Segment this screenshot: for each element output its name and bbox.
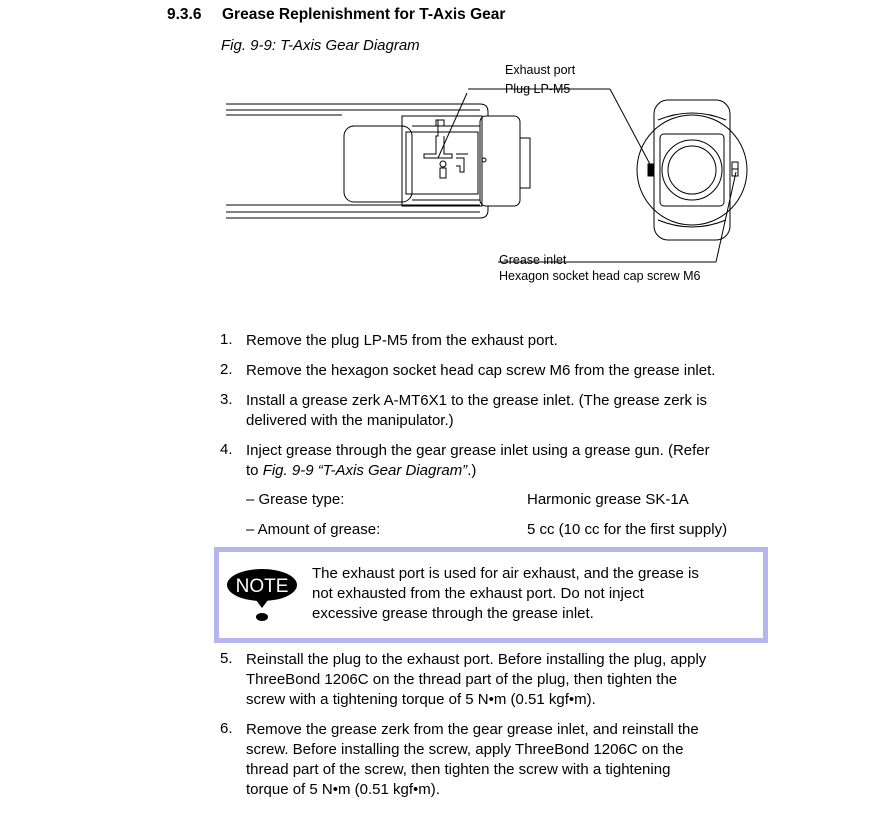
note-text-line1: The exhaust port is used for air exhaust, and the grease is [312, 565, 699, 582]
spec-grease-type-label: – Grease type: [246, 491, 345, 508]
label-exhaust-port: Exhaust port [505, 63, 576, 77]
note-icon [226, 568, 298, 624]
note-icon-text: NOTE [235, 576, 289, 597]
arm-side-view [226, 104, 530, 218]
label-plug: Plug LP-M5 [505, 82, 571, 96]
step-5-text-line2: ThreeBond 1206C on the thread part of the plug, then tighten the [246, 671, 678, 688]
step-4-prefix: to [246, 462, 263, 479]
step-1-text: Remove the plug LP-M5 from the exhaust port. [246, 332, 558, 349]
spec-grease-type-value: Harmonic grease SK-1A [527, 491, 689, 508]
step-5-number: 5. [220, 650, 233, 667]
arm-end-view [637, 100, 747, 240]
step-5-text-line1: Reinstall the plug to the exhaust port. Before installing the plug, apply [246, 651, 707, 668]
spec-amount-value: 5 cc (10 cc for the first supply) [527, 521, 728, 538]
note-text-line3: excessive grease through the grease inlet. [312, 605, 594, 622]
step-6-text-line4: torque of 5 N•m (0.51 kgf•m). [246, 781, 440, 798]
spec-amount-label: – Amount of grease: [246, 521, 381, 538]
step-6-text-line3: thread part of the screw, then tighten the screw with a tightening [246, 761, 671, 778]
label-grease-inlet: Grease inlet [499, 253, 567, 267]
step-4-text-line2 [246, 461, 476, 481]
step-3-text-line2: delivered with the manipulator.) [246, 412, 454, 429]
step-3-number: 3. [220, 391, 233, 408]
step-2-number: 2. [220, 361, 233, 378]
step-4-number: 4. [220, 441, 233, 458]
step-3-text-line1: Install a grease zerk A-MT6X1 to the grease inlet. (The grease zerk is [246, 392, 708, 409]
step-6-text-line1: Remove the grease zerk from the gear grease inlet, and reinstall the [246, 721, 699, 738]
section-number: 9.3.6 [167, 6, 202, 23]
figure-caption: Fig. 9-9: T-Axis Gear Diagram [221, 37, 420, 54]
step-4-suffix: .) [467, 462, 477, 479]
step-2-text: Remove the hexagon socket head cap screw M6 from the grease inlet. [246, 362, 716, 379]
step-1-number: 1. [220, 331, 233, 348]
step-6-text-line2: screw. Before installing the screw, apply ThreeBond 1206C on the [246, 741, 684, 758]
label-screw: Hexagon socket head cap screw M6 [499, 269, 701, 283]
figure-reference-link[interactable]: Fig. 9-9 “T-Axis Gear Diagram” [262, 462, 468, 479]
note-text-line2: not exhausted from the exhaust port. Do not inject [312, 585, 644, 602]
step-6-number: 6. [220, 720, 233, 737]
step-4-text-line1: Inject grease through the gear grease inlet using a grease gun. (Refer [246, 442, 710, 459]
section-title: Grease Replenishment for T-Axis Gear [222, 6, 506, 23]
step-5-text-line3: screw with a tightening torque of 5 N•m (0.51 kgf•m). [246, 691, 596, 708]
